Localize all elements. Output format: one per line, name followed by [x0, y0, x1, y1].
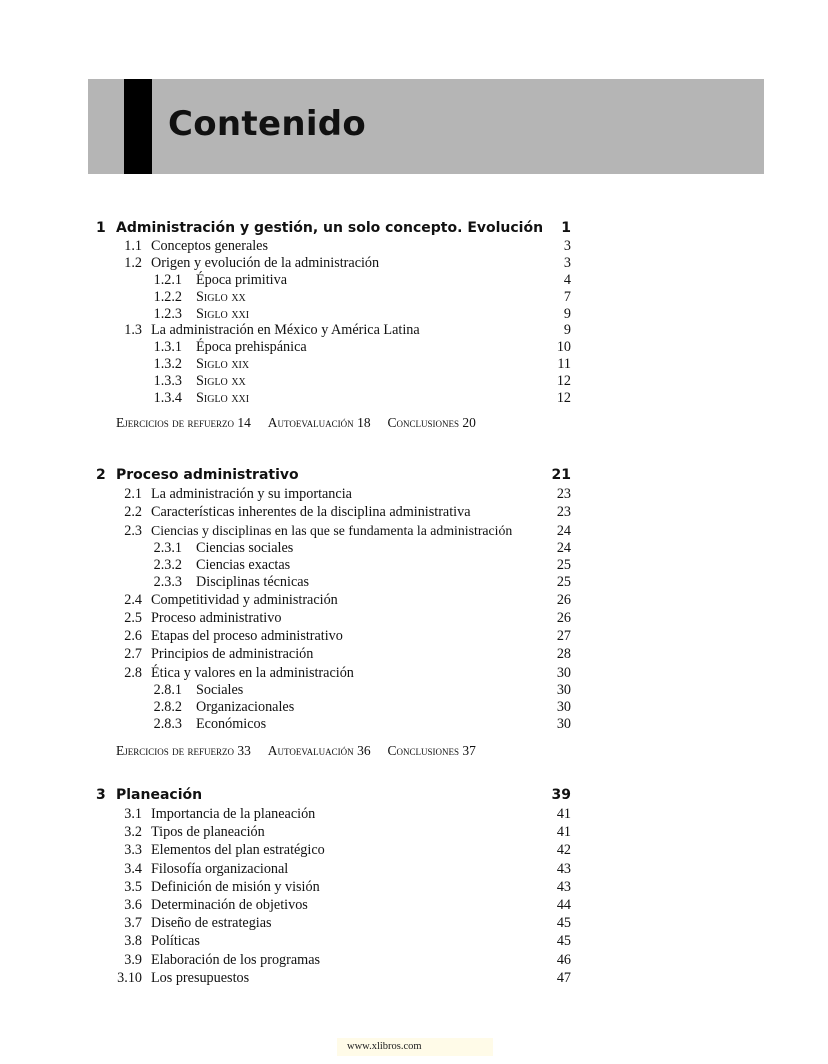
toc-entry[interactable] — [96, 878, 576, 896]
entry-number: 2.3 — [124, 522, 142, 539]
autoevaluacion-page: 36 — [357, 742, 371, 758]
entry-page: 4 — [563, 271, 571, 288]
entry-label: Siglo xxi — [196, 390, 250, 407]
entry-page: 7 — [563, 288, 571, 305]
entry-page: 27 — [556, 628, 571, 645]
autoevaluacion-page: 18 — [357, 414, 371, 430]
entry-label: Siglo xx — [196, 288, 246, 305]
entry-page: 24 — [556, 522, 571, 539]
autoevaluacion-label[interactable]: Autoevaluación — [267, 742, 354, 758]
chapter-page: 1 — [561, 220, 571, 236]
entry-number: 3.3 — [124, 842, 142, 859]
header-accent-bar — [124, 79, 152, 174]
entry-label: Tipos de planeación — [151, 824, 265, 841]
entry-number: 2.1 — [124, 486, 142, 502]
entry-number: 2.3.2 — [153, 556, 182, 573]
entry-label: Época primitiva — [196, 271, 288, 288]
chapter-extras — [116, 743, 576, 759]
entry-page: 42 — [556, 842, 571, 859]
entry-page: 45 — [556, 915, 571, 932]
ejercicios-page: 14 — [237, 414, 251, 430]
entry-page: 46 — [556, 951, 571, 968]
entry-number: 1.3.3 — [153, 373, 182, 390]
entry-number: 2.3.1 — [153, 539, 182, 556]
entry-label: Principios de administración — [151, 646, 314, 663]
toc-entry[interactable] — [96, 339, 576, 356]
entry-label: Ciencias y disciplinas en las que se fundamenta la administración — [151, 522, 513, 538]
entry-number: 1.2.2 — [153, 288, 182, 305]
entry-page: 44 — [556, 896, 571, 913]
entry-page: 9 — [563, 322, 571, 339]
entry-label: Ciencias exactas — [196, 556, 291, 573]
conclusiones-label[interactable]: Conclusiones — [387, 742, 459, 758]
entry-number: 3.8 — [124, 933, 142, 950]
entry-number: 3.1 — [124, 806, 142, 822]
toc-entry[interactable] — [96, 485, 576, 503]
entry-page: 23 — [556, 486, 571, 502]
entry-label: Características inherentes de la disciplina administrativa — [151, 504, 471, 521]
entry-number: 1.2.1 — [153, 271, 182, 288]
entry-number: 2.5 — [124, 609, 142, 626]
toc-entry[interactable] — [96, 951, 576, 969]
entry-number: 3.2 — [124, 824, 142, 841]
toc-entry[interactable] — [96, 841, 576, 859]
chapter-heading[interactable] — [96, 219, 576, 238]
entry-page: 28 — [556, 646, 571, 663]
entry-page: 3 — [563, 254, 571, 271]
toc-entry[interactable] — [96, 356, 576, 373]
toc-entry[interactable] — [96, 969, 576, 987]
entry-number: 2.3.3 — [153, 573, 182, 590]
entry-label: Etapas del proceso administrativo — [151, 628, 343, 645]
toc-entry[interactable] — [96, 805, 576, 823]
toc-entry[interactable] — [96, 716, 576, 733]
toc-entry[interactable] — [96, 306, 576, 323]
toc-entry[interactable] — [96, 322, 576, 339]
toc-entry[interactable] — [96, 664, 576, 682]
entry-page: 12 — [556, 373, 571, 390]
entry-number: 1.2.3 — [153, 305, 182, 322]
entry-page: 30 — [556, 698, 571, 715]
toc-entry[interactable] — [96, 238, 576, 255]
entry-number: 3.5 — [124, 878, 142, 895]
toc-entry[interactable] — [96, 609, 576, 627]
entry-page: 43 — [556, 860, 571, 877]
entry-page: 41 — [556, 824, 571, 841]
chapter-number: 1 — [96, 220, 106, 236]
entry-number: 1.3.4 — [153, 390, 182, 407]
chapter-page: 39 — [551, 787, 571, 803]
conclusiones-page: 20 — [462, 414, 476, 430]
entry-label: Origen y evolución de la administración — [151, 254, 380, 271]
entry-page: 23 — [556, 504, 571, 521]
chapter-3 — [96, 786, 576, 987]
toc-entry[interactable] — [96, 390, 576, 407]
footer-url[interactable]: www.xlibros.com — [337, 1038, 493, 1056]
entry-number: 1.2 — [124, 254, 142, 271]
chapter-heading[interactable] — [96, 466, 576, 485]
entry-number: 2.8.3 — [153, 715, 182, 732]
entry-label: Determinación de objetivos — [151, 896, 308, 913]
entry-page: 26 — [556, 591, 571, 608]
entry-label: Proceso administrativo — [151, 609, 282, 626]
entry-label: Importancia de la planeación — [151, 806, 316, 822]
toc-entry[interactable] — [96, 289, 576, 306]
toc-entry[interactable] — [96, 932, 576, 950]
entry-number: 2.6 — [124, 628, 142, 645]
entry-label: Conceptos generales — [151, 238, 269, 254]
entry-page: 24 — [556, 539, 571, 556]
chapter-number: 3 — [96, 787, 106, 803]
conclusiones-label[interactable]: Conclusiones — [387, 414, 459, 430]
entry-label: Filosofía organizacional — [151, 860, 289, 877]
entry-page: 30 — [556, 682, 571, 699]
entry-number: 1.3.2 — [153, 356, 182, 373]
entry-number: 1.1 — [124, 238, 142, 254]
entry-label: Organizacionales — [196, 698, 295, 715]
entry-page: 3 — [563, 238, 571, 254]
page-title: Contenido — [168, 104, 367, 144]
entry-number: 2.7 — [124, 646, 142, 663]
entry-label: Sociales — [196, 682, 244, 699]
entry-label: Ética y valores en la administración — [151, 664, 354, 681]
entry-number: 2.8.2 — [153, 698, 182, 715]
entry-page: 26 — [556, 609, 571, 626]
entry-label: Elementos del plan estratégico — [151, 842, 325, 859]
ejercicios-page: 33 — [237, 742, 251, 758]
chapter-2 — [96, 466, 576, 759]
entry-label: Políticas — [151, 933, 200, 950]
toc-entry[interactable] — [96, 860, 576, 878]
toc-entry[interactable] — [96, 823, 576, 841]
entry-number: 1.3.1 — [153, 339, 182, 356]
entry-label: Época prehispánica — [196, 339, 307, 356]
entry-page: 25 — [556, 573, 571, 590]
entry-number: 3.4 — [124, 860, 142, 877]
toc-entry[interactable] — [96, 699, 576, 716]
entry-number: 1.3 — [124, 322, 142, 339]
toc-entry[interactable] — [96, 373, 576, 390]
toc-entry[interactable] — [96, 574, 576, 591]
entry-number: 2.2 — [124, 504, 142, 521]
entry-label: La administración y su importancia — [151, 486, 352, 502]
toc-entry[interactable] — [96, 627, 576, 645]
entry-label: Diseño de estrategias — [151, 915, 272, 932]
ejercicios-label[interactable]: Ejercicios de refuerzo — [116, 414, 235, 430]
conclusiones-page: 37 — [462, 742, 476, 758]
toc-entry[interactable] — [96, 645, 576, 663]
chapter-heading[interactable] — [96, 786, 576, 805]
toc-entry[interactable] — [96, 914, 576, 932]
toc-entry[interactable] — [96, 591, 576, 609]
entry-page: 47 — [556, 969, 571, 986]
chapter-page: 21 — [551, 467, 571, 483]
entry-number: 2.8.1 — [153, 682, 182, 699]
chapter-number: 2 — [96, 467, 106, 483]
entry-page: 12 — [556, 390, 571, 407]
entry-label: Definición de misión y visión — [151, 878, 320, 895]
toc-entry[interactable] — [96, 896, 576, 914]
page-header-banner — [88, 79, 764, 174]
entry-page: 10 — [556, 339, 571, 356]
entry-page: 30 — [556, 715, 571, 732]
entry-label: Ciencias sociales — [196, 539, 294, 556]
toc-entry[interactable] — [96, 255, 576, 272]
entry-label: Siglo xx — [196, 373, 246, 390]
entry-label: Siglo xxi — [196, 305, 250, 322]
entry-page: 43 — [556, 878, 571, 895]
toc-entry[interactable] — [96, 540, 576, 557]
chapter-extras — [116, 415, 576, 431]
entry-page: 11 — [557, 356, 571, 373]
entry-label: La administración en México y América Latina — [151, 322, 420, 339]
entry-label: Económicos — [196, 715, 267, 732]
entry-label: Elaboración de los programas — [151, 951, 321, 968]
chapter-title: Administración y gestión, un solo concepto. Evolución — [116, 220, 544, 236]
chapter-title: Planeación — [116, 787, 203, 803]
entry-page: 9 — [563, 305, 571, 322]
entry-page: 41 — [556, 806, 571, 822]
entry-number: 3.9 — [124, 951, 142, 968]
entry-page: 30 — [556, 664, 571, 681]
autoevaluacion-label[interactable]: Autoevaluación — [267, 414, 354, 430]
chapter-1 — [96, 219, 576, 431]
toc-entry[interactable] — [96, 503, 576, 521]
entry-label: Competitividad y administración — [151, 591, 338, 608]
entry-number: 3.10 — [117, 969, 142, 986]
entry-page: 45 — [556, 933, 571, 950]
toc-entry[interactable] — [96, 272, 576, 289]
entry-number: 3.7 — [124, 915, 142, 932]
ejercicios-label[interactable]: Ejercicios de refuerzo — [116, 742, 235, 758]
toc-entry[interactable] — [96, 557, 576, 574]
entry-label: Los presupuestos — [151, 969, 250, 986]
entry-label: Disciplinas técnicas — [196, 573, 310, 590]
entry-page: 25 — [556, 556, 571, 573]
entry-number: 2.4 — [124, 591, 142, 608]
chapter-title: Proceso administrativo — [116, 467, 299, 483]
entry-number: 3.6 — [124, 896, 142, 913]
toc-entry[interactable] — [96, 522, 576, 540]
entry-number: 2.8 — [124, 664, 142, 681]
toc-entry[interactable] — [96, 682, 576, 699]
entry-label: Siglo xix — [196, 356, 250, 373]
